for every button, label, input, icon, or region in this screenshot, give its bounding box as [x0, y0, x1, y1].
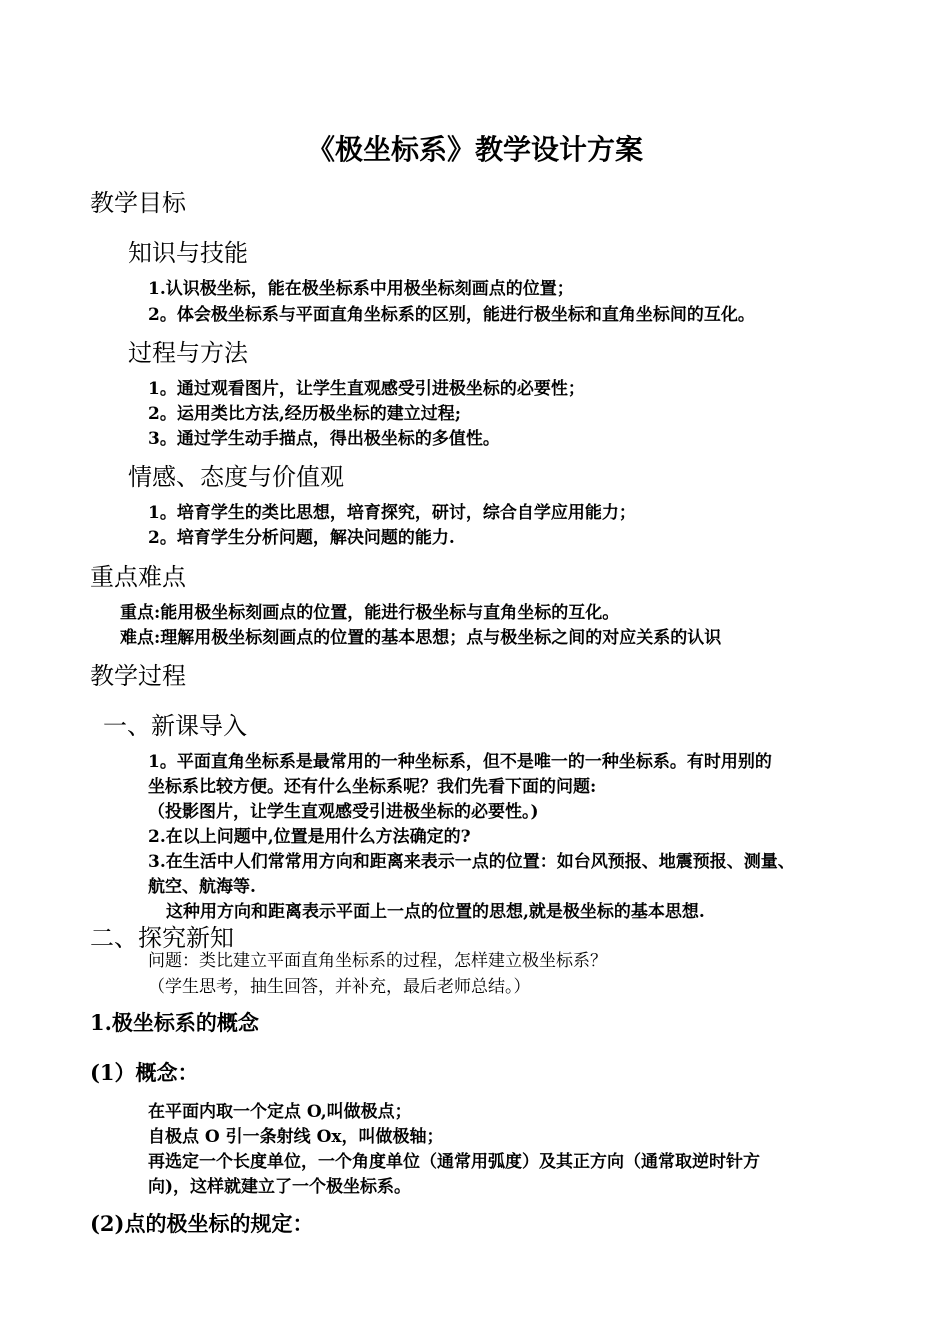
knowledge-item: 2。体会极坐标系与平面直角坐标系的区别，能进行极坐标和直角坐标间的互化。: [148, 305, 755, 325]
intro-line: 坐标系比较方便。还有什么坐标系呢？我们先看下面的问题:: [148, 777, 597, 797]
process-item: 3。通过学生动手描点，得出极坐标的多值性。: [148, 429, 500, 449]
intro-line: 2.在以上问题中,位置是用什么方法确定的?: [148, 827, 471, 847]
process-item: 1。通过观看图片，让学生直观感受引进极坐标的必要性；: [148, 379, 585, 399]
explore-question: 问题：类比建立平面直角坐标系的过程，怎样建立极坐标系？: [148, 951, 607, 971]
heading-process-method: 过程与方法: [128, 339, 248, 367]
concept-line: 在平面内取一个定点 O,叫做极点；: [148, 1102, 412, 1122]
heading-teaching-process: 教学过程: [90, 662, 186, 690]
intro-line: 3.在生活中人们常常用方向和距离来表示一点的位置：如台风预报、地震预报、测量、: [148, 852, 795, 872]
process-item: 2。运用类比方法,经历极坐标的建立过程;: [148, 404, 462, 424]
heading-point-coordinates: (2)点的极坐标的规定：: [90, 1211, 314, 1236]
heading-intro: 一、新课导入: [103, 712, 247, 740]
concept-line: 再选定一个长度单位，一个角度单位（通常用弧度）及其正方向（通常取逆时针方: [148, 1152, 760, 1172]
key-focus: 重点:能用极坐标刻画点的位置，能进行极坐标与直角坐标的互化。: [120, 603, 620, 623]
knowledge-item: 1.认识极坐标，能在极坐标系中用极坐标刻画点的位置；: [148, 279, 574, 299]
explore-note: （学生思考，抽生回答，并补充，最后老师总结。）: [148, 977, 531, 997]
intro-line: 航空、航海等.: [148, 877, 256, 897]
key-difficulty: 难点:理解用极坐标刻画点的位置的基本思想；点与极坐标之间的对应关系的认识: [120, 628, 722, 648]
heading-key-points: 重点难点: [90, 563, 186, 591]
attitude-item: 1。培育学生的类比思想，培育探究，研讨，综合自学应用能力；: [148, 503, 636, 523]
intro-line: 这种用方向和距离表示平面上一点的位置的思想,就是极坐标的基本思想.: [166, 902, 705, 922]
heading-concept-definition: (1）概念：: [90, 1060, 199, 1085]
heading-knowledge: 知识与技能: [128, 239, 248, 267]
heading-concept: 1.极坐标系的概念: [90, 1010, 259, 1035]
document-title: 《极坐标系》教学设计方案: [306, 133, 643, 166]
intro-line: （投影图片，让学生直观感受引进极坐标的必要性。): [148, 802, 539, 822]
heading-attitude: 情感、态度与价值观: [128, 463, 344, 491]
intro-line: 1。平面直角坐标系是最常用的一种坐标系，但不是唯一的一种坐标系。有时用别的: [148, 752, 772, 772]
heading-explore: 二、探究新知: [90, 924, 234, 952]
concept-line: 向)，这样就建立了一个极坐标系。: [148, 1177, 412, 1197]
heading-objectives: 教学目标: [90, 189, 186, 217]
concept-line: 自极点 O 引一条射线 Ox，叫做极轴；: [148, 1127, 444, 1147]
attitude-item: 2。培育学生分析问题，解决问题的能力.: [148, 528, 455, 548]
